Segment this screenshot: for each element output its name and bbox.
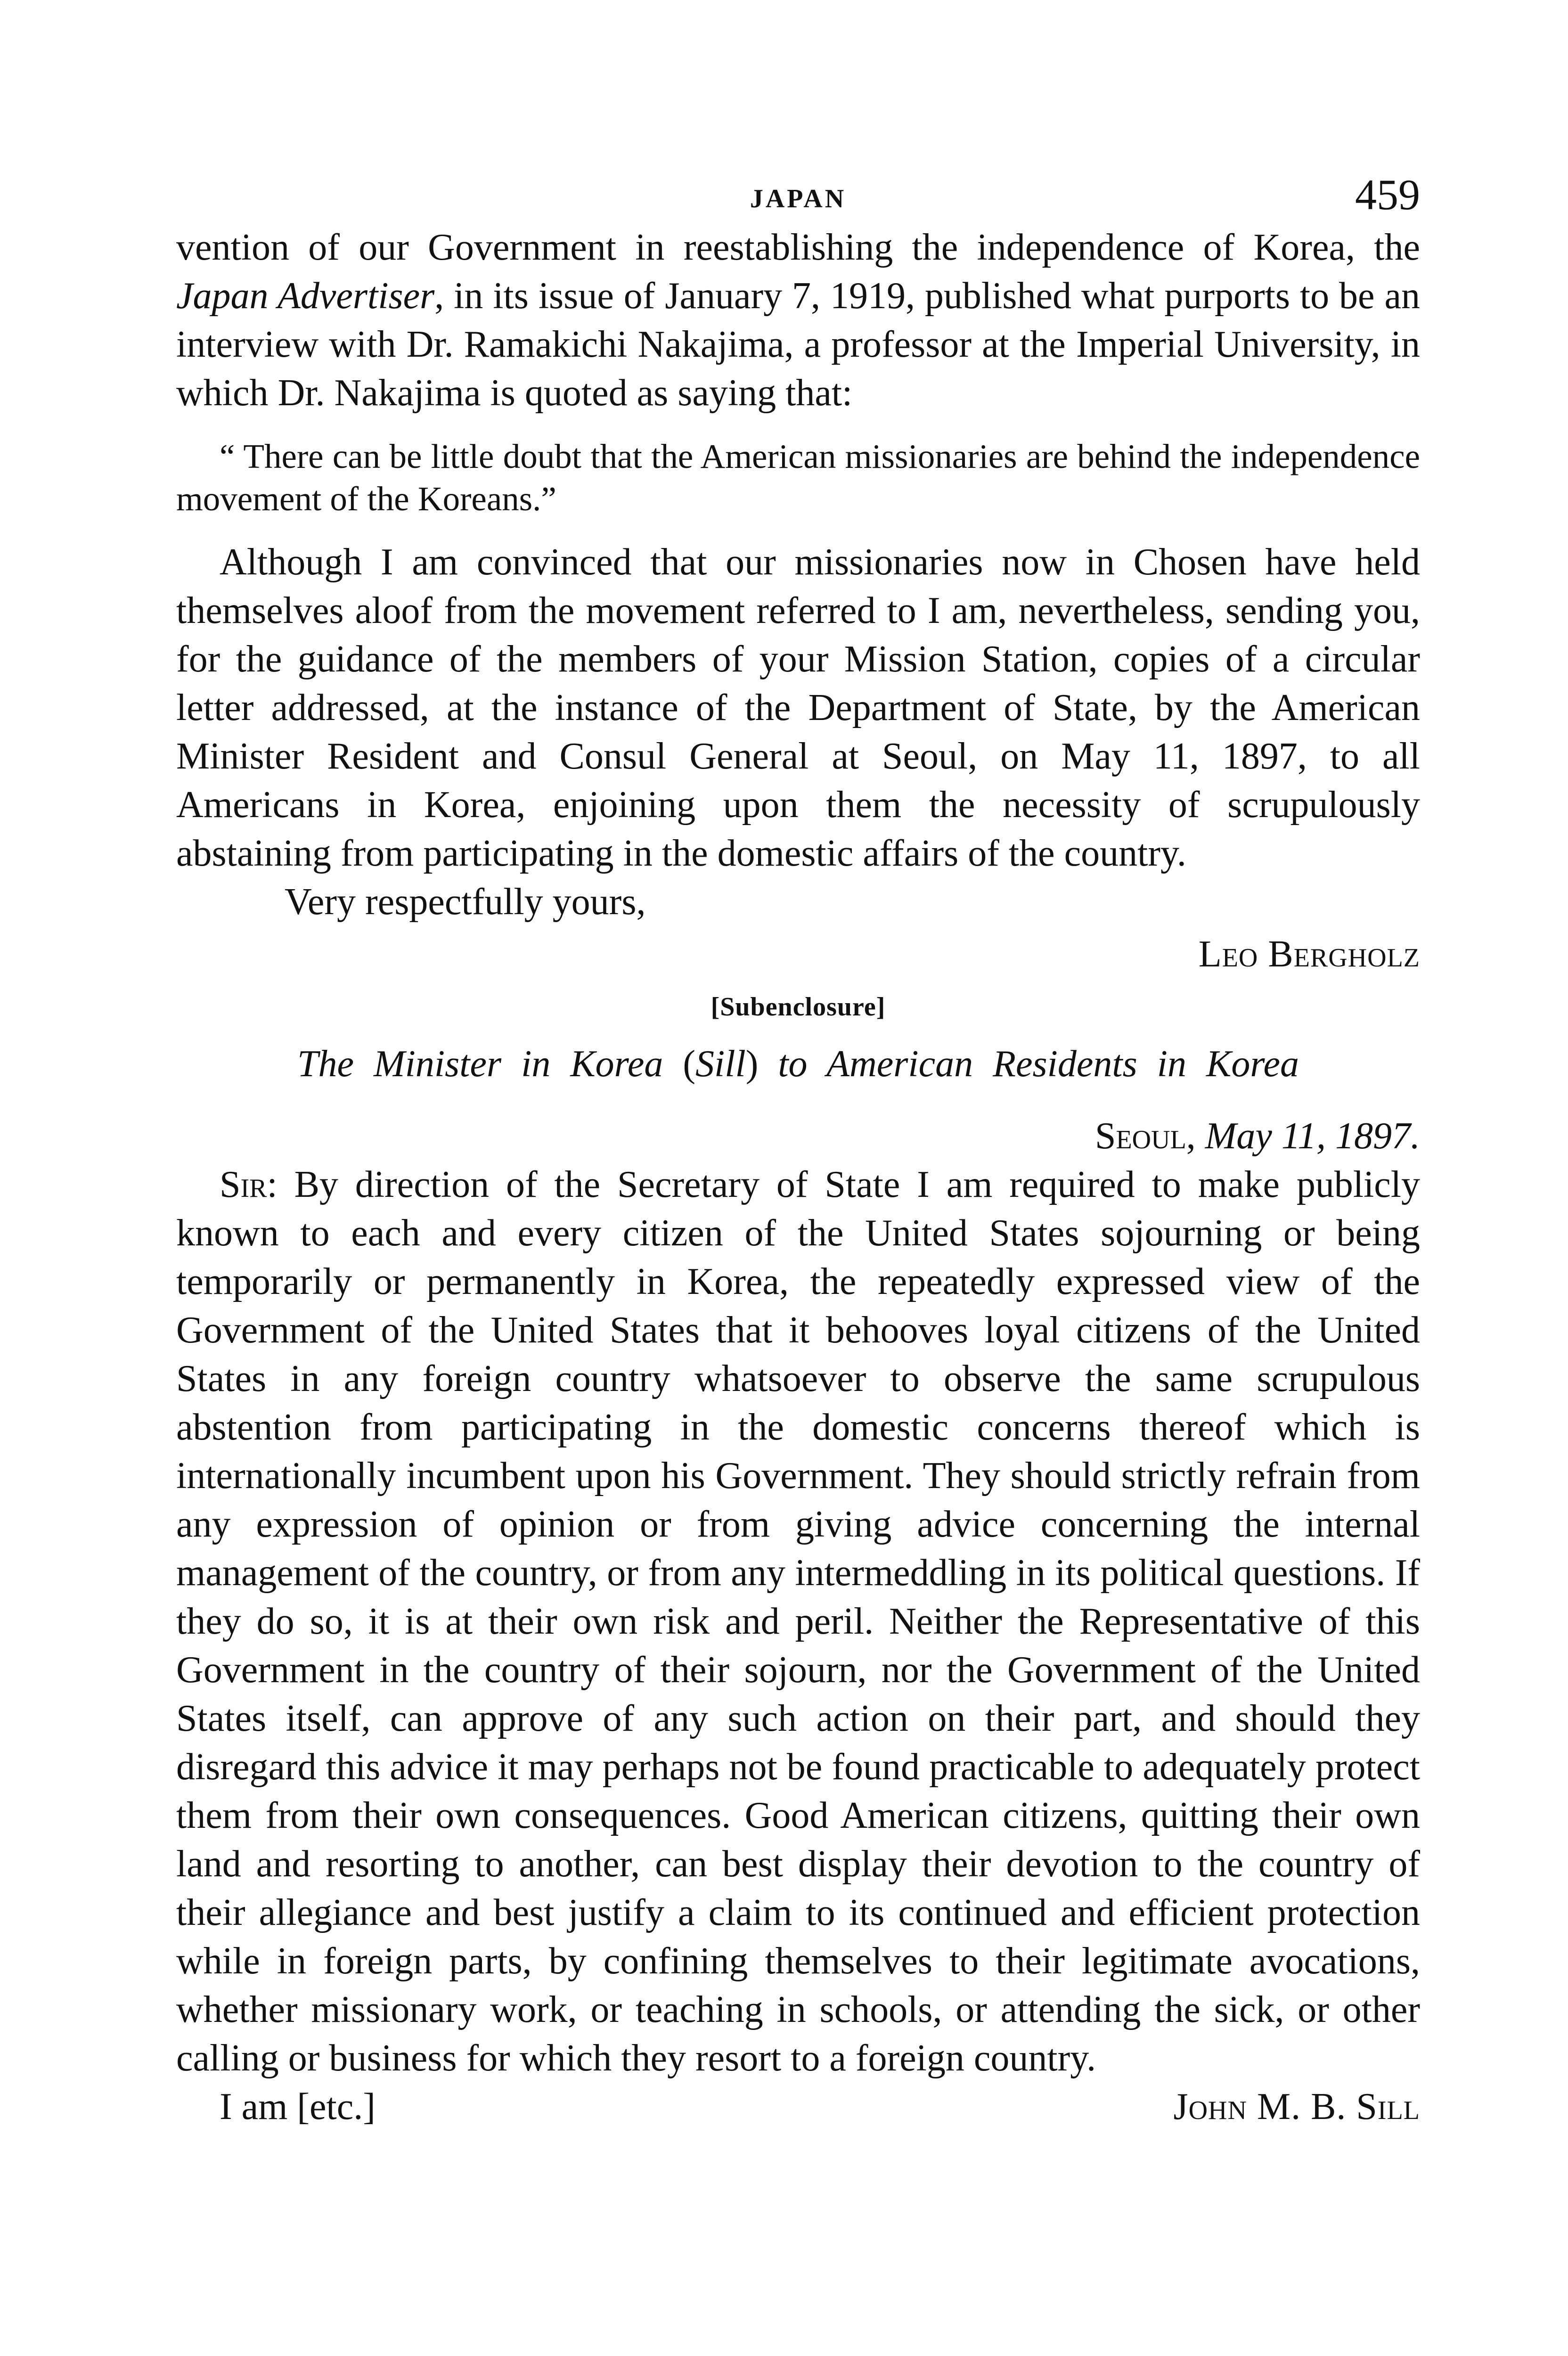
final-row: [176, 2083, 1420, 2135]
newspaper-title: Japan Advertiser: [176, 275, 435, 317]
signature-sill: John M. B. Sill: [1173, 2086, 1420, 2127]
heading-name: Sill: [695, 1043, 746, 1085]
subenclosure-label: [Subenclosure]: [710, 992, 886, 1022]
continued-paragraph: [176, 223, 1420, 417]
final-closing: I am [etc.]: [220, 2086, 376, 2127]
page-number: 459: [1355, 171, 1420, 219]
letter-text: : By direction of the Secretary of State I am required to make publicly known to each and every citizen of the United States sojourning or being temporarily or permanently in Korea, the repeatedly expressed view of the Government of the United States that it behooves loyal citizens of the United States in any foreign country whatsoever to observe the same scrupulous abstention from participating in the domestic concerns thereof which is internationally incumbent upon his Government. They should strictly refrain from any expression of opinion or from giving advice concerning the internal management of the country, or from any intermeddling in its political questions. If they do so, it is at their own risk and peril. Neither the Representative of this Government in the country of their sojourn, nor the Government of the United States itself, can approve of any such action on their part, and should they disregard this advice it may perhaps not be found practicable to adequately protect them from their own consequences. Good American citizens, quitting their own land and resorting to another, can best display their devotion to the country of their allegiance and best justify a claim to its continued and efficient protection while in foreign parts, by confining themselves to their legitimate avocations, whether missionary work, or teaching in schools, or attending the sick, or other calling or business for which they resort to a foreign country.: [176, 1164, 1420, 2079]
document-heading: [176, 1040, 1420, 1088]
block-quote: “ There can be little doubt that the American missionaries are behind the independence movement of the Koreans.”: [176, 437, 1420, 518]
heading-paren-close: ): [745, 1043, 759, 1085]
dateline: [176, 1112, 1420, 1161]
signature-bergholz: Leo Bergholz: [1198, 933, 1420, 975]
dateline-place: Seoul,: [1094, 1115, 1196, 1157]
continued-paragraph-part2: , in its issue of January 7, 1919, published what purports to be an interview with Dr. Ramakichi Nakajima, a professor at the Imperial University, in which Dr. Nakajima is quoted as saying that:: [176, 275, 1420, 414]
running-header: [176, 170, 1420, 221]
heading-part2: to American Residents in Korea: [758, 1043, 1299, 1085]
salutation: Sir: [220, 1164, 267, 1205]
document-page: [176, 170, 1420, 2135]
heading-part1: The Minister in Korea: [297, 1043, 683, 1085]
complimentary-close: Very respectfully yours,: [285, 881, 646, 923]
dateline-date: May 11, 1897.: [1205, 1115, 1420, 1157]
continued-paragraph-part1: vention of our Government in reestablishing the independence of Korea, the: [176, 227, 1420, 268]
running-title: JAPAN: [750, 184, 847, 213]
letter-body: [176, 1161, 1420, 2083]
heading-paren-open: (: [683, 1043, 695, 1085]
paragraph-2: Although I am convinced that our missionaries now in Chosen have held themselves aloof from the movement referred to I am, nevertheless, sending you, for the guidance of the members of your Mission Station, copies of a circular letter addressed, at the instance of the Department of State, by the American Minister Resident and Consul General at Seoul, on May 11, 1897, to all Americans in Korea, enjoining upon them the necessity of scrupulously abstaining from participating in the domestic affairs of the country.: [176, 541, 1420, 874]
